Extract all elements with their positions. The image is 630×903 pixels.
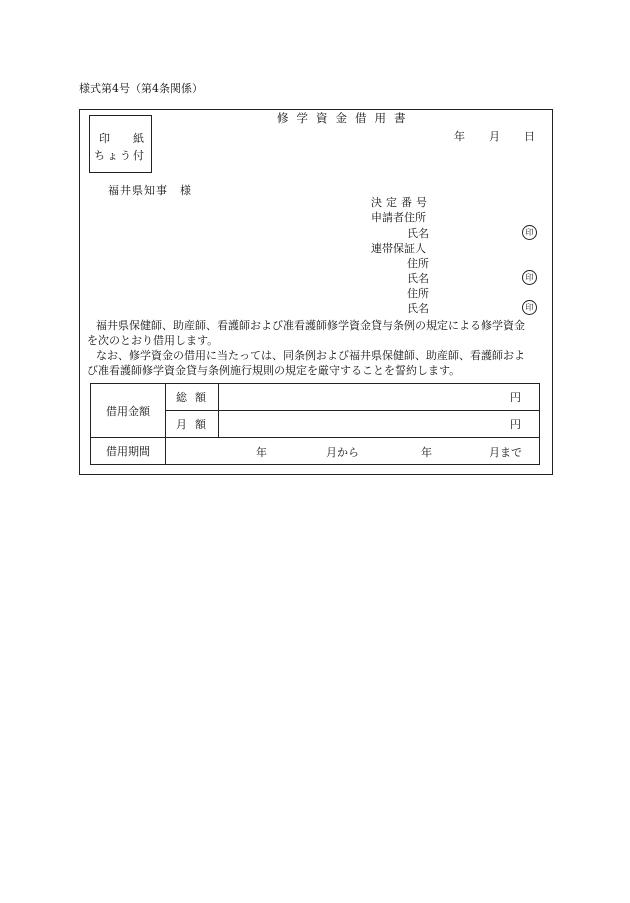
paragraph1-line2: を次のとおり借用します。 [87, 334, 219, 347]
total-yen-unit: 円 [510, 391, 521, 404]
applicant-name-label: 氏名 [407, 227, 429, 240]
guarantor1-seal-mark: 印 [522, 270, 537, 285]
date-year-label: 年 [454, 130, 465, 143]
loan-period-header: 借用期間 [91, 438, 166, 465]
date-month-label: 月 [489, 130, 500, 143]
loan-amount-header: 借用金額 [91, 384, 166, 438]
date-day-label: 日 [524, 130, 535, 143]
period-until-label: 月まで [489, 446, 522, 459]
guarantor2-seal-mark: 印 [522, 300, 537, 315]
loan-period-field[interactable] [166, 438, 540, 465]
monthly-amount-field[interactable] [219, 411, 540, 438]
decision-number-label: 決定番号 [371, 196, 431, 209]
paragraph1-line1: 福井県保健師、助産師、看護師および准看護師修学資金貸与条例の規定による修学資金 [96, 319, 525, 332]
stamp-label-affix: ちょう付 [94, 149, 146, 162]
monthly-amount-label: 月額 [166, 411, 219, 438]
period-from-label: 月から [326, 446, 359, 459]
guarantor1-address-label: 住所 [407, 257, 429, 270]
document-title: 修学資金借用書 [277, 111, 414, 125]
total-amount-label: 総額 [166, 384, 219, 411]
total-amount-field[interactable] [219, 384, 540, 411]
loan-details-table [90, 383, 540, 465]
addressee: 福井県知事 様 [108, 184, 192, 197]
stamp-label-b: 紙 [133, 132, 144, 145]
paragraph2-line1: なお、修学資金の借用に当たっては、同条例および福井県保健師、助産師、看護師およ [96, 349, 525, 362]
applicant-address-label: 申請者住所 [371, 211, 426, 224]
stamp-label-a: 印 [99, 132, 110, 145]
form-number-label: 様式第4号（第4条関係） [79, 82, 203, 95]
loan-period-row [91, 438, 540, 465]
revenue-stamp-box [89, 115, 152, 173]
period-end-year-unit: 年 [421, 446, 432, 459]
paragraph2-line2: び准看護師修学資金貸与条例施行規則の規定を厳守することを誓約します。 [87, 364, 461, 377]
monthly-yen-unit: 円 [510, 418, 521, 431]
period-start-year-unit: 年 [256, 446, 267, 459]
guarantor1-name-label: 氏名 [407, 272, 429, 285]
total-amount-row [91, 384, 540, 411]
applicant-seal-mark: 印 [522, 225, 537, 240]
guarantor2-name-label: 氏名 [407, 302, 429, 315]
joint-guarantor-label: 連帯保証人 [371, 242, 426, 255]
guarantor2-address-label: 住所 [407, 287, 429, 300]
